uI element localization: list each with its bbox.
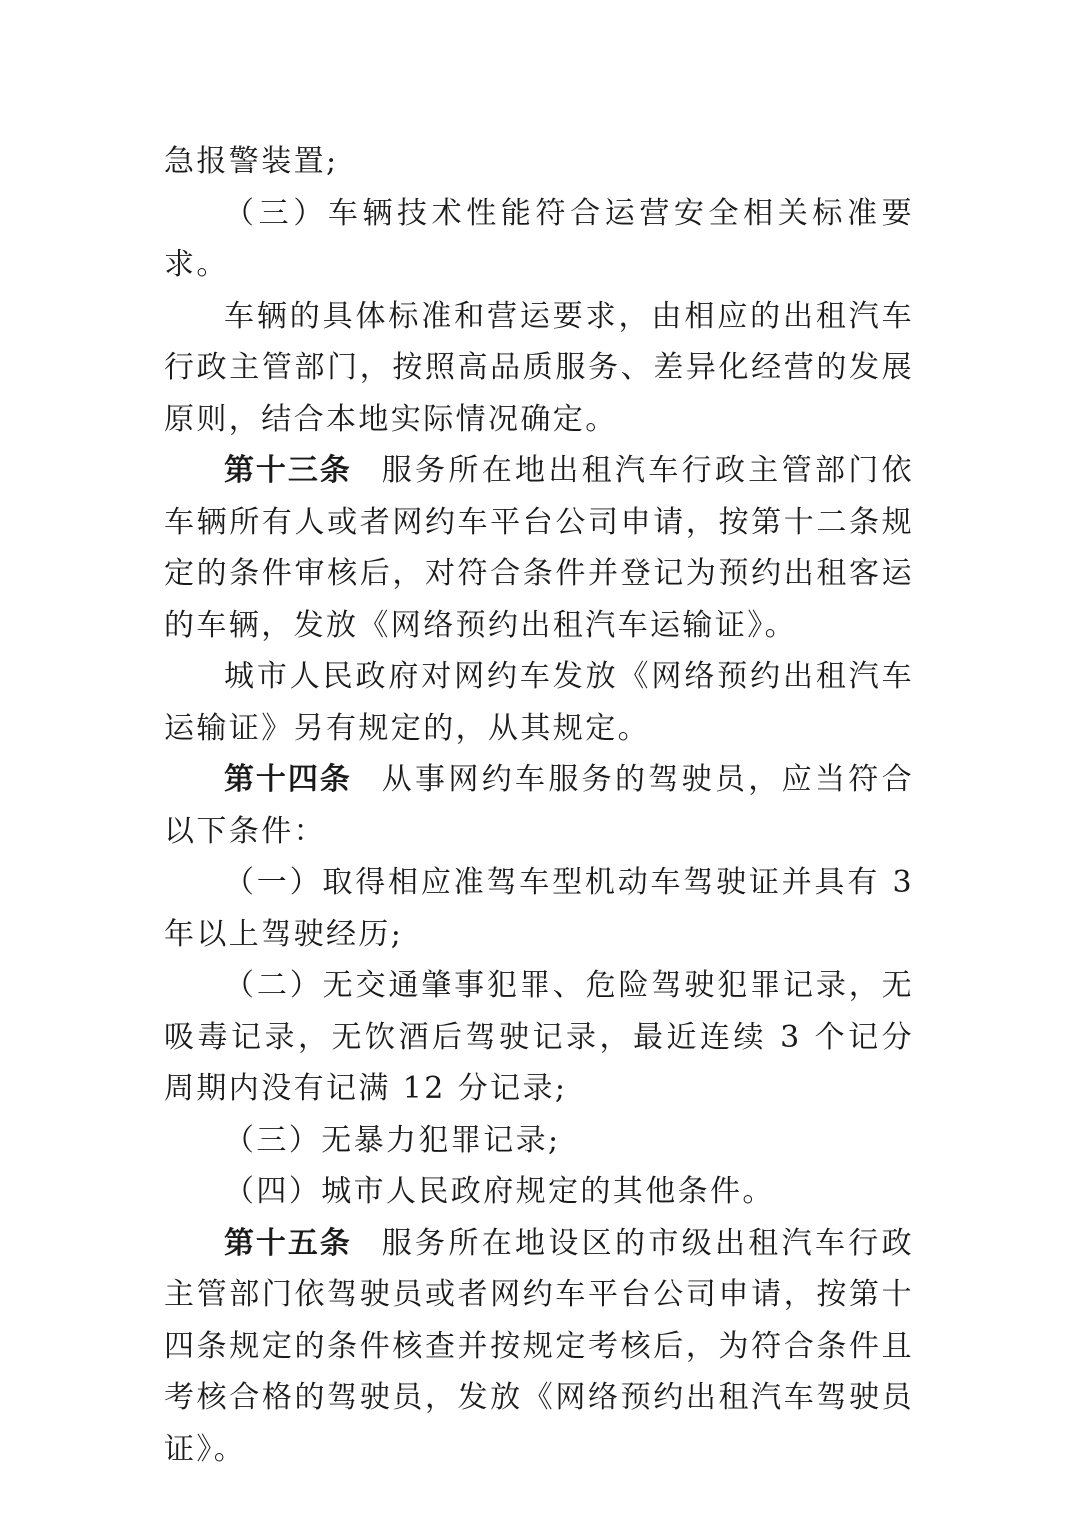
article-15 xyxy=(164,1218,914,1476)
paragraph-10-text: （四）城市人民政府规定的其他条件。 xyxy=(224,1174,775,1209)
paragraph-7-text: （一）取得相应准驾车型机动车驾驶证并具有 3 年以上驾驶经历; xyxy=(164,865,914,952)
paragraph-2 xyxy=(164,188,914,291)
article-14-heading: 第十四条 xyxy=(224,762,352,797)
body-text xyxy=(164,136,914,1475)
paragraph-5 xyxy=(164,651,914,754)
paragraph-5-text: 城市人民政府对网约车发放《网络预约出租汽车运输证》另有规定的，从其规定。 xyxy=(164,659,914,746)
paragraph-2-text: （三）车辆技术性能符合运营安全相关标准要求。 xyxy=(164,195,914,282)
paragraph-10 xyxy=(164,1166,914,1218)
paragraph-3 xyxy=(164,291,914,446)
article-13-heading: 第十三条 xyxy=(224,453,352,488)
paragraph-9-text: （三）无暴力犯罪记录; xyxy=(224,1122,561,1158)
article-13-text: 服务所在地出租汽车行政主管部门依车辆所有人或者网约车平台公司申请，按第十二条规定的条件审核后，对符合条件并登记为预约出租客运的车辆，发放《网络预约出租汽车运输证》。 xyxy=(164,453,915,643)
paragraph-8 xyxy=(164,960,914,1115)
paragraph-7 xyxy=(164,857,914,960)
paragraph-1 xyxy=(164,136,914,188)
article-15-heading: 第十五条 xyxy=(224,1225,352,1261)
paragraph-3-text: 车辆的具体标准和营运要求，由相应的出租汽车行政主管部门，按照高品质服务、差异化经营的发展原则，结合本地实际情况确定。 xyxy=(164,298,914,437)
paragraph-8-text: （二）无交通肇事犯罪、危险驾驶犯罪记录，无吸毒记录，无饮酒后驾驶记录，最近连续 3 个记分周期内没有记满 12 分记录; xyxy=(164,968,914,1106)
paragraph-1-text: 急报警装置; xyxy=(164,144,339,179)
article-15-text: 服务所在地设区的市级出租汽车行政主管部门依驾驶员或者网约车平台公司申请，按第十四条规定的条件核查并按规定考核后，为符合条件且考核合格的驾驶员，发放《网络预约出租汽车驾驶员证》。 xyxy=(164,1225,915,1467)
paragraph-9 xyxy=(164,1115,914,1167)
article-14-text: 从事网约车服务的驾驶员，应当符合以下条件： xyxy=(164,762,915,849)
article-13 xyxy=(164,445,914,651)
article-14 xyxy=(164,754,914,857)
